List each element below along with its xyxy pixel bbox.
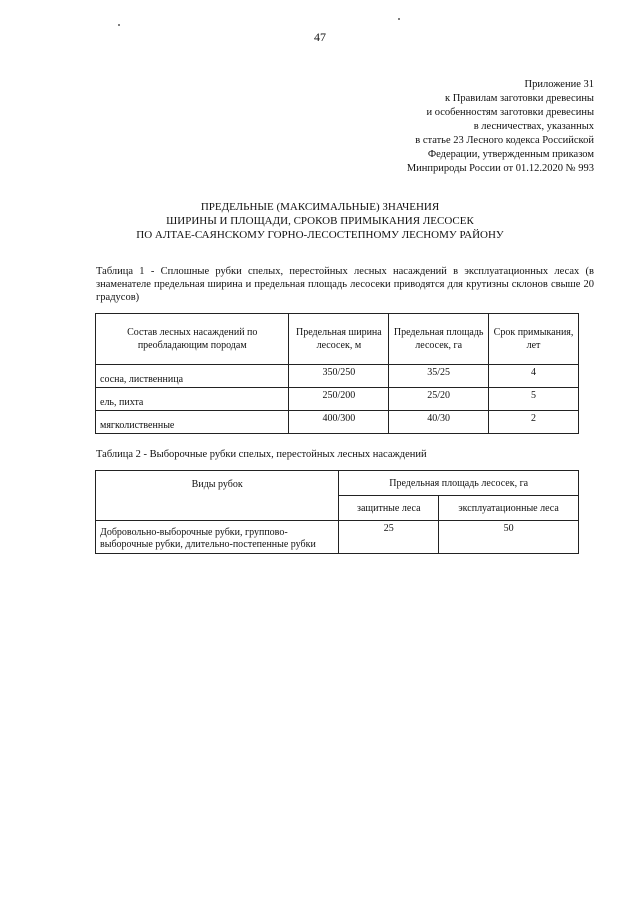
- annex-line: Минприроды России от 01.12.2020 № 993: [406, 163, 594, 174]
- table1-cell: 5: [489, 388, 579, 411]
- table1-cell: 400/300: [289, 411, 389, 434]
- table2-caption: Таблица 2 - Выборочные рубки спелых, перестойных лесных насаждений: [96, 449, 427, 460]
- annex-block: [354, 78, 594, 176]
- title-line: ПРЕДЕЛЬНЫЕ (МАКСИМАЛЬНЫЕ) ЗНАЧЕНИЯ: [200, 201, 440, 213]
- table2-cell: 50: [439, 521, 579, 554]
- table1-cell: 250/200: [289, 388, 389, 411]
- scan-speck: [118, 24, 120, 26]
- table-row: [96, 365, 579, 388]
- title-line: ПО АЛТАЕ-САЯНСКОМУ ГОРНО-ЛЕСОСТЕПНОМУ ЛЕСНОМУ РАЙОНУ: [136, 229, 504, 241]
- table1-header-cell: Срок примыкания, лет: [489, 314, 579, 365]
- table1-header-cell: Состав лесных насаждений по преобладающим породам: [96, 314, 289, 365]
- title-line: ШИРИНЫ И ПЛОЩАДИ, СРОКОВ ПРИМЫКАНИЯ ЛЕСОСЕК: [166, 215, 474, 227]
- table1: [95, 313, 579, 434]
- table1-cell: 40/30: [389, 411, 489, 434]
- table2: [95, 470, 579, 554]
- scan-speck: [398, 18, 400, 20]
- table1-cell: 350/250: [289, 365, 389, 388]
- table2-cell: 25: [339, 521, 439, 554]
- table1-cell: мягколиственные: [96, 411, 289, 434]
- annex-line: в лесничествах, указанных: [473, 121, 594, 132]
- table1-cell: сосна, лиственница: [96, 365, 289, 388]
- table1-cell: 25/20: [389, 388, 489, 411]
- annex-line: и особенностям заготовки древесины: [426, 107, 594, 118]
- table1-header-cell: Предельная ширина лесосек, м: [289, 314, 389, 365]
- table2-subheader-cell: защитные леса: [339, 496, 439, 521]
- table1-cell: ель, пихта: [96, 388, 289, 411]
- table2-header-row: [96, 471, 579, 496]
- table1-caption: Таблица 1 - Сплошные рубки спелых, перестойных лесных насаждений в эксплуатационных лесах (в знаменателе предельная ширина и предельная площадь лесосеки приводятся для крутизны склонов свыше 20 градусов): [96, 266, 594, 303]
- document-title: [0, 200, 640, 242]
- table1-cell: 4: [489, 365, 579, 388]
- annex-line: в статье 23 Лесного кодекса Российской: [415, 135, 594, 146]
- table-row: [96, 521, 579, 554]
- table-row: [96, 388, 579, 411]
- table-row: [96, 411, 579, 434]
- table1-header-cell: Предельная площадь лесосек, га: [389, 314, 489, 365]
- annex-line: Приложение 31: [524, 79, 594, 90]
- table2-header-cell: Виды рубок: [96, 471, 339, 521]
- table1-header-row: [96, 314, 579, 365]
- table2-subheader-cell: эксплуатационные леса: [439, 496, 579, 521]
- annex-line: к Правилам заготовки древесины: [445, 93, 594, 104]
- table1-cell: 35/25: [389, 365, 489, 388]
- table2-cell: Добровольно-выборочные рубки, группово-выборочные рубки, длительно-постепенные рубки: [96, 521, 339, 554]
- annex-line: Федерации, утвержденным приказом: [427, 149, 594, 160]
- page-number: 47: [314, 30, 326, 44]
- table2-header-cell: Предельная площадь лесосек, га: [339, 471, 579, 496]
- table1-cell: 2: [489, 411, 579, 434]
